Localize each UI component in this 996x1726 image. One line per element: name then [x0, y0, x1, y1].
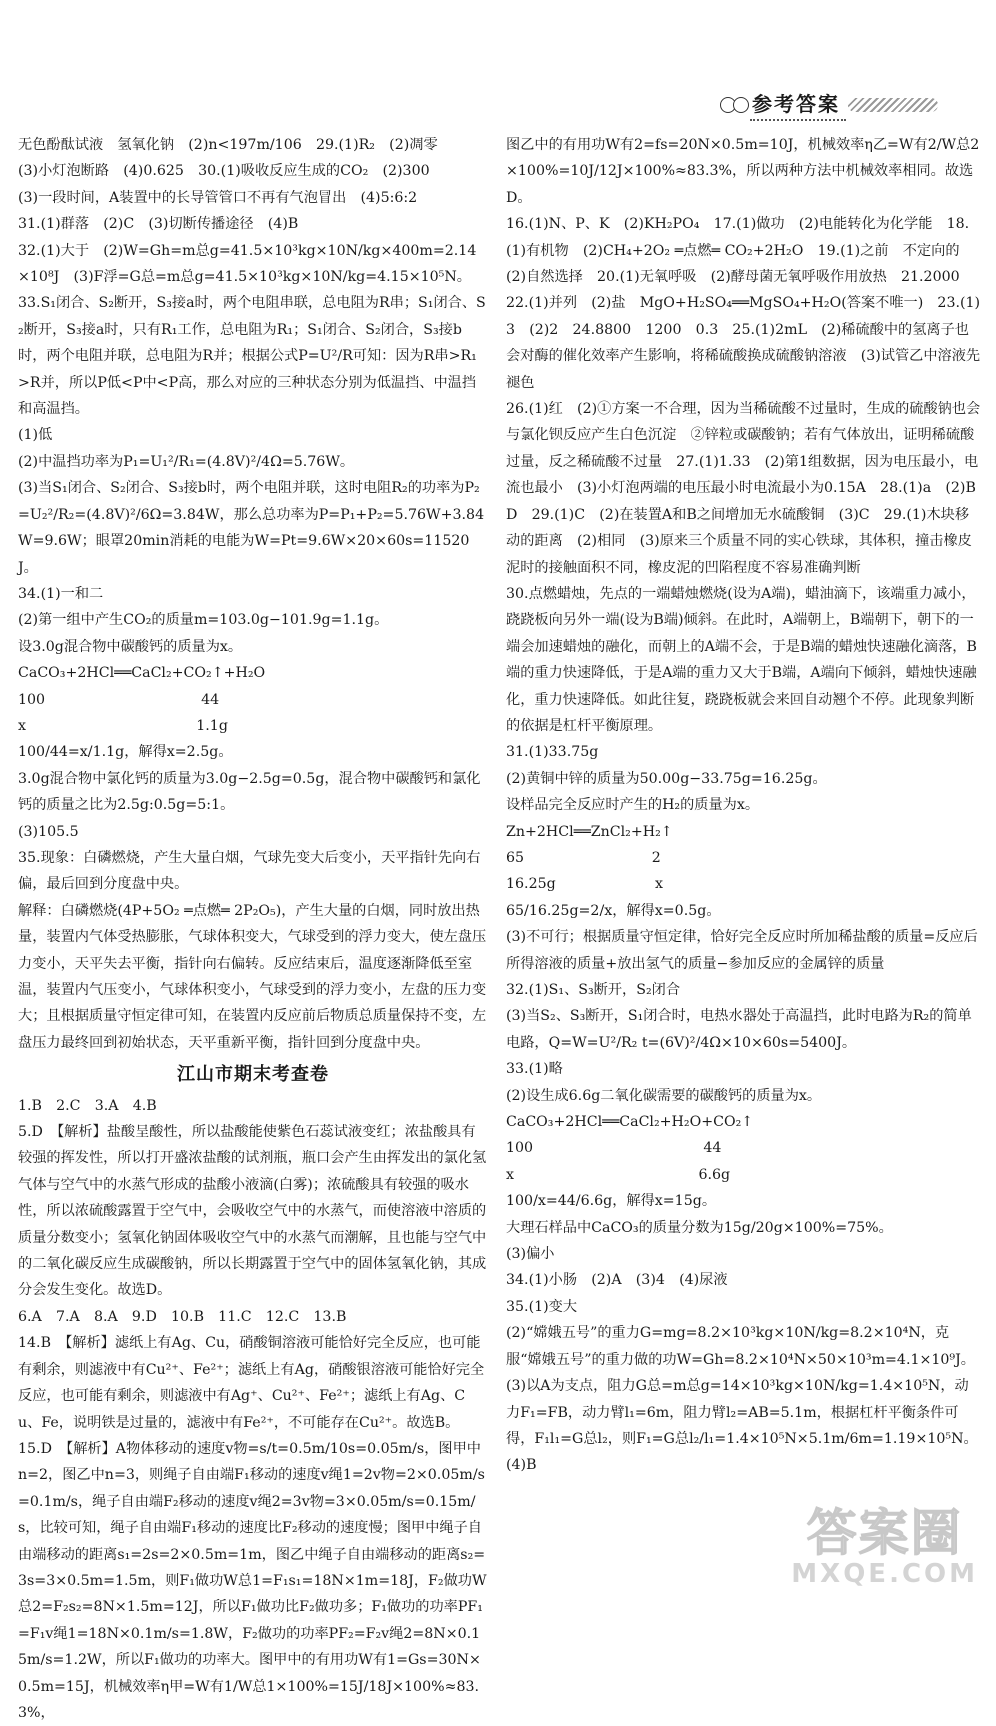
- answer-paragraph: (2)中温挡功率为P₁=U₁²/R₁=(4.8V)²/4Ω=5.76W。: [18, 453, 355, 470]
- answer-paragraph: 31.(1)群落 (2)C (3)切断传播途径 (4)B: [18, 216, 299, 233]
- answer-paragraph: 31.(1)33.75g: [506, 744, 599, 761]
- answer-paragraph: 35.(1)变大: [506, 1298, 578, 1315]
- answer-paragraph: 34.(1)小肠 (2)A (3)4 (4)尿液: [506, 1272, 728, 1289]
- answer-paragraph: 16.25g x: [506, 876, 664, 893]
- answer-paragraph: Zn+2HCl══ZnCl₂+H₂↑: [506, 823, 673, 840]
- answer-paragraph: (3)小灯泡断路 (4)0.625 30.(1)吸收反应生成的CO₂ (2)300: [18, 163, 430, 180]
- answer-paragraph: 设3.0g混合物中碳酸钙的质量为x。: [18, 638, 243, 655]
- answer-paragraph: (3)105.5: [18, 823, 79, 840]
- header-circles-icon: [720, 97, 746, 113]
- answer-paragraph: (3)当S₁闭合、S₂闭合、S₃接b时，两个电阻并联，这时电阻R₂的功率为P₂=U₂²/R₂=(4.8V)²/6Ω=3.84W，那么总功率为P=P₁+P₂=5.76W+3.84W=9.6W；眼罩20min消耗的电能为W=Pt=9.6W×20×60s=11520J。: [18, 480, 485, 576]
- answer-paragraph: 30.点燃蜡烛，先点的一端蜡烛燃烧(设为A端)，蜡油滴下，该端重力减小，跷跷板向另外一端(设为B端)倾斜。在此时，A端朝上，B端朝下，朝下的一端会加速蜡烛的融化，而朝上的A端不会，于是B端的蜡烛快速融化滴落，B端的重力快速降低，于是A端的重力又大于B端，A端向下倾斜，蜡烛快速融化，重力快速降低。如此往复，跷跷板就会来回自动翘个不停。此现象判断的依据是杠杆平衡原理。: [506, 585, 977, 734]
- left-column: [18, 132, 488, 1726]
- answer-paragraph: 65 2: [506, 849, 661, 866]
- header-title: 参考答案: [750, 88, 846, 121]
- answer-paragraph: 无色酚酞试液 氢氧化钠 (2)n<197m/106 29.(1)R₂ (2)凋零: [18, 137, 438, 153]
- answer-paragraph: (2)设生成6.6g二氧化碳需要的碳酸钙的质量为x。: [506, 1087, 822, 1104]
- watermark-sub: MXQE.COM: [791, 1559, 978, 1589]
- answer-paragraph: 15.D 【解析】A物体移动的速度v物=s/t=0.5m/10s=0.05m/s，图甲中n=2，图乙中n=3，则绳子自由端F₁移动的速度v绳1=2v物=2×0.05m/s=0.1m/s，绳子自由端F₂移动的速度v绳2=3v物=3×0.05m/s=0.15m/s，比较可知，绳子自由端F₁移动的速度比F₂移动的速度慢；图甲中绳子自由端移动的距离s₁=2s=2×0.5m=1m，图乙中绳子自由端移动的距离s₂=3s=3×0.5m=1.5m，则F₁做功W总1=F₁s₁=18N×1m=18J，F₂做功W总2=F₂s₂=8N×1.5m=12J，所以F₁做功比F₂做功多；F₁做功的功率PF₁=F₁v绳1=18N×0.1m/s=1.8W，F₂做功的功率PF₂=F₂v绳2=8N×0.15m/s=1.2W，所以F₁做功的功率大。图甲中的有用功W有1=Gs=30N×0.5m=15J，机械效率η甲=W有1/W总1×100%=15J/18J×100%≈83.3%，: [18, 1440, 487, 1721]
- answer-paragraph: 1.B 2.C 3.A 4.B: [18, 1097, 157, 1114]
- answer-paragraph: 33.(1)略: [506, 1061, 563, 1078]
- answer-paragraph: 大理石样品中CaCO₃的质量分数为15g/20g×100%=75%。: [506, 1219, 893, 1236]
- answer-paragraph: 图乙中的有用功W有2=fs=20N×0.5m=10J，机械效率η乙=W有2/W总2×100%=10J/12J×100%≈83.3%，所以两种方法中机械效率相同。故选D。: [506, 137, 980, 206]
- watermark-main: 答案圈: [806, 1504, 963, 1562]
- answer-paragraph: (2)第一组中产生CO₂的质量m=103.0g−101.9g=1.1g。: [18, 612, 389, 629]
- answer-paragraph: (3)一段时间，A装置中的长导管管口不再有气泡冒出 (4)5:6:2: [18, 189, 418, 206]
- answer-paragraph: (3)以A为支点，阻力G总=m总g=14×10³kg×10N/kg=1.4×10⁵N，动力F₁=FB，动力臂l₁=6m，阻力臂l₂=AB=5.1m，根据杠杆平衡条件可得，F₁l₁=G总l₂，则F₁=G总l₂/l₁=1.4×10⁵N×5.1m/6m=1.19×10⁵N。: [506, 1378, 978, 1447]
- watermark-logo: [791, 1506, 978, 1588]
- answer-paragraph: 32.(1)S₁、S₃断开，S₂闭合: [506, 982, 681, 998]
- answer-paragraph: (2)黄铜中锌的质量为50.00g−33.75g=16.25g。: [506, 770, 827, 787]
- answer-paragraph: 16.(1)N、P、K (2)KH₂PO₄ 17.(1)做功 (2)电能转化为化学能 18.(1)有机物 (2)CH₄+2O₂ ═点燃═ CO₂+2H₂O 19.(1)之前 不定向的 (2)自然选择 20.(1)无氧呼吸 (2)酵母菌无氧呼吸作用放热 21.2000 22.(1)并列 (2)盐 MgO+H₂SO₄══MgSO₄+H₂O(答案不唯一) 23.(1)3 (2)2 24.8800 1200 0.3 25.(1)2mL (2)稀硫酸中的氢离子也会对酶的催化效率产生影响，将稀硫酸换成硫酸钠溶液 (3)试管乙中溶液先褪色: [506, 216, 981, 391]
- answer-paragraph: 100/x=44/6.6g，解得x=15g。: [506, 1193, 717, 1210]
- page-header: [720, 88, 938, 121]
- answer-paragraph: 5.D 【解析】盐酸呈酸性，所以盐酸能使紫色石蕊试液变红；浓盐酸具有较强的挥发性，所以打开盛浓盐酸的试剂瓶，瓶口会产生由挥发出的氯化氢气体与空气中的水蒸气形成的盐酸小液滴(白雾)；浓硫酸具有较强的吸水性，所以浓硫酸露置于空气中，会吸收空气中的水蒸气，而使溶液中溶质的质量分数变小；氢氧化钠固体吸收空气中的水蒸气而潮解，且也能与空气中的二氧化碳反应生成碳酸钠，所以长期露置于空气中的固体氢氧化钠，其成分会发生变化。故选D。: [18, 1124, 487, 1299]
- answer-paragraph: 26.(1)红 (2)①方案一不合理，因为当稀硫酸不过量时，生成的硫酸钠也会与氯化钡反应产生白色沉淀 ②锌粒或碳酸钠；若有气体放出，证明稀硫酸过量，反之稀硫酸不过量 27.(1)1.33 (2)第1组数据，因为电压最小，电流也最小 (3)小灯泡两端的电压最小时电流最小为0.15A 28.(1)a (2)BD 29.(1)C (2)在装置A和B之间增加无水硫酸铜 (3)C 29.(1)木块移动的距离 (2)相同 (3)原来三个质量不同的实心铁球，其体积，撞击橡皮泥时的接触面积不同，橡皮泥的凹陷程度不容易准确判断: [506, 401, 981, 576]
- answer-paragraph: 100/44=x/1.1g，解得x=2.5g。: [18, 744, 233, 761]
- answer-paragraph: 6.A 7.A 8.A 9.D 10.B 11.C 12.C 13.B: [18, 1308, 347, 1325]
- answer-paragraph: 设样品完全反应时产生的H₂的质量为x。: [506, 797, 760, 814]
- answer-paragraph: 解释：白磷燃烧(4P+5O₂ ═点燃═ 2P₂O₅)，产生大量的白烟，同时放出热量，装置内气体受热膨胀，气球体积变大，气球受到的浮力变大，使左盘压力变小，天平失去平衡，指针向右偏转。反应结束后，温度逐渐降低至室温，装置内气压变小，气球体积变小，气球受到的浮力变小，左盘的压力变大；且根据质量守恒定律可知，在装置内反应前后物质总质量保持不变，左盘压力最终回到初始状态，天平重新平衡，指针回到分度盘中央。: [18, 902, 487, 1051]
- answer-paragraph: x 6.6g: [506, 1166, 731, 1183]
- answer-paragraph: (1)低: [18, 427, 53, 444]
- answer-paragraph: (3)当S₂、S₃断开，S₁闭合时，电热水器处于高温挡，此时电路为R₂的简单电路，Q=W=U²/R₂ t=(6V)²/4Ω×10×60s=5400J。: [506, 1008, 972, 1051]
- right-column: [506, 132, 982, 1479]
- answer-paragraph: 32.(1)大于 (2)W=Gh=m总g=41.5×10³kg×10N/kg×400m=2.14×10⁸J (3)F浮=G总=m总g=41.5×10³kg×10N/kg=4.15×10⁵N。: [18, 242, 477, 286]
- answer-paragraph: 33.S₁闭合、S₂断开，S₃接a时，两个电阻串联，总电阻为R串；S₁闭合、S₂断开，S₃接a时，只有R₁工作，总电阻为R₁；S₁闭合、S₂闭合，S₃接b时，两个电阻并联，总电阻为R并；根据公式P=U²/R可知：因为R串>R₁>R并，所以P低<P中<P高，那么对应的三种状态分别为低温挡、中温挡和高温挡。: [18, 295, 486, 418]
- answer-paragraph: (4)B: [506, 1457, 537, 1474]
- answer-paragraph: (3)不可行；根据质量守恒定律，恰好完全反应时所加稀盐酸的质量=反应后所得溶液的质量+放出氢气的质量−参加反应的金属锌的质量: [506, 929, 978, 972]
- answer-paragraph: 100 44: [506, 1140, 722, 1157]
- answer-paragraph: 35.现象：白磷燃烧，产生大量白烟，气球先变大后变小，天平指针先向右偏，最后回到分度盘中央。: [18, 849, 481, 893]
- answer-paragraph: CaCO₃+2HCl══CaCl₂+H₂O+CO₂↑: [506, 1114, 754, 1131]
- answer-paragraph: 3.0g混合物中氯化钙的质量为3.0g−2.5g=0.5g，混合物中碳酸钙和氯化钙的质量之比为2.5g:0.5g=5:1。: [18, 770, 481, 814]
- answer-paragraph: x 1.1g: [18, 717, 228, 734]
- answer-paragraph: 14.B 【解析】滤纸上有Ag、Cu，硝酸铜溶液可能恰好完全反应，也可能有剩余，则滤液中有Cu²⁺、Fe²⁺；滤纸上有Ag，硝酸银溶液可能恰好完全反应，也可能有剩余，则滤液中有Ag⁺、Cu²⁺、Fe²⁺；滤纸上有Ag、Cu、Fe，说明铁是过量的，滤液中有Fe²⁺，不可能存在Cu²⁺。故选B。: [18, 1335, 485, 1431]
- header-decoration: [848, 98, 938, 112]
- answer-paragraph: CaCO₃+2HCl══CaCl₂+CO₂↑+H₂O: [18, 665, 266, 682]
- answer-paragraph: 34.(1)一和二: [18, 585, 104, 602]
- answer-paragraph: 100 44: [18, 691, 220, 708]
- answer-paragraph: 65/16.25g=2/x，解得x=0.5g。: [506, 902, 721, 919]
- answer-paragraph: (3)偏小: [506, 1246, 555, 1263]
- exam-section-title: 江山市期末考查卷: [177, 1064, 329, 1086]
- answer-paragraph: (2)“嫦娥五号”的重力G=mg=8.2×10³kg×10N/kg=8.2×10⁴N，克服“嫦娥五号”的重力做的功W=Gh=8.2×10⁴N×50×10³m=4.1×10⁹J。: [506, 1325, 975, 1368]
